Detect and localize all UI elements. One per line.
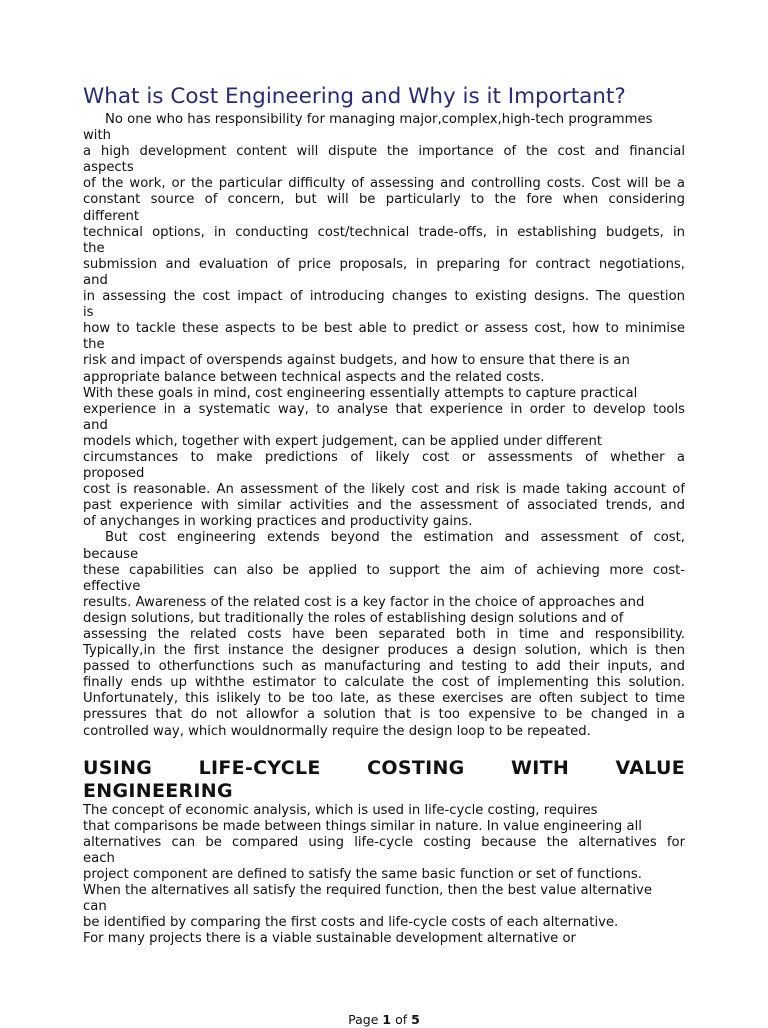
document-title: What is Cost Engineering and Why is it Important? [83, 84, 626, 109]
text-line: alternatives can be compared using life-cycle costing because the alternatives for [83, 834, 685, 850]
text-line: cost is reasonable. An assessment of the likely cost and risk is made taking account of [83, 482, 685, 498]
text-line: and [83, 272, 108, 288]
text-line: different [83, 208, 140, 224]
text-line: in assessing the cost impact of introducing changes to existing designs. The question [83, 289, 685, 305]
text-line: project component are defined to satisfy the same basic function or set of functions. [83, 867, 642, 883]
text-line: how to tackle these aspects to be best able to predict or assess cost, how to minimise [83, 321, 685, 337]
text-line: risk and impact of overspends against budgets, and how to ensure that there is an [83, 353, 630, 369]
text-line: experience in a systematic way, to analyse that experience in order to develop tools [83, 401, 685, 417]
section-cost-engineering [83, 112, 685, 740]
text-line: with [83, 128, 111, 144]
text-line: each [83, 850, 115, 866]
text-line: can [83, 899, 107, 915]
text-line: circumstances to make predictions of likely cost or assessments of whether a [83, 449, 685, 465]
text-line: past experience with similar activities and the assessment of associated trends, and [83, 498, 685, 514]
text-line: technical options, in conducting cost/technical trade-offs, in establishing budgets, in [83, 224, 685, 240]
of-word: of [395, 1012, 408, 1027]
section-heading [83, 757, 685, 803]
text-line: With these goals in mind, cost engineering essentially attempts to capture practical [83, 385, 638, 401]
text-line: models which, together with expert judgement, can be applied under different [83, 433, 602, 449]
text-line: pressures that do not allowfor a solution that is too expensive to be changed in a [83, 707, 685, 723]
text-line: passed to otherfunctions such as manufacturing and testing to add their inputs, and [83, 659, 685, 675]
text-line: effective [83, 578, 141, 594]
section-life-cycle-costing [83, 803, 685, 948]
text-line: the [83, 337, 105, 353]
text-line: of anychanges in working practices and productivity gains. [83, 514, 473, 530]
page-footer [0, 1012, 768, 1028]
text-line: No one who has responsibility for managing major,complex,high-tech programmes [105, 112, 653, 127]
text-line: When the alternatives all satisfy the required function, then the best value alternative [83, 883, 652, 899]
page-word: Page [348, 1012, 379, 1027]
text-line: and [83, 417, 108, 433]
text-line: constant source of concern, but will be particularly to the fore when considering [83, 192, 685, 208]
text-line: submission and evaluation of price proposals, in preparing for contract negotiations, [83, 256, 685, 272]
text-line: these capabilities can also be applied to support the aim of achieving more cost- [83, 562, 685, 578]
text-line: that comparisons be made between things similar in nature. In value engineering all [83, 818, 642, 834]
text-line: of the work, or the particular difficulty of assessing and controlling costs. Cost will be a [83, 176, 685, 192]
section-heading-line-2: ENGINEERING [83, 779, 233, 802]
text-line: For many projects there is a viable sustainable development alternative or [83, 931, 576, 947]
text-line: Unfortunately, this islikely to be too late, as these exercises are often subject to time [83, 691, 685, 707]
text-line: be identified by comparing the first costs and life-cycle costs of each alternative. [83, 915, 619, 931]
text-line: design solutions, but traditionally the roles of establishing design solutions and of [83, 610, 624, 626]
text-line: proposed [83, 466, 145, 482]
text-line: a high development content will dispute the importance of the cost and financial [83, 144, 685, 160]
text-line: finally ends up withthe estimator to calculate the cost of implementing this solution. [83, 675, 685, 691]
text-line: results. Awareness of the related cost is a key factor in the choice of approaches and [83, 594, 645, 610]
text-line: The concept of economic analysis, which is used in life-cycle costing, requires [83, 802, 598, 818]
text-line: Typically,in the first instance the designer produces a design solution, which is then [83, 643, 685, 659]
page-current: 1 [382, 1012, 392, 1027]
text-line: is [83, 305, 94, 321]
text-line: But cost engineering extends beyond the estimation and assessment of cost, [105, 530, 685, 546]
text-line: because [83, 546, 139, 562]
page-total: 5 [411, 1012, 420, 1027]
text-line: the [83, 240, 105, 256]
document-body [83, 84, 685, 948]
text-line: assessing the related costs have been separated both in time and responsibility. [83, 627, 685, 642]
section-heading-line-1: USING LIFE-CYCLE COSTING WITH VALUE [83, 756, 685, 779]
text-line: controlled way, which wouldnormally require the design loop to be repeated. [83, 723, 591, 739]
text-line: aspects [83, 160, 134, 176]
text-line: appropriate balance between technical aspects and the related costs. [83, 369, 545, 385]
